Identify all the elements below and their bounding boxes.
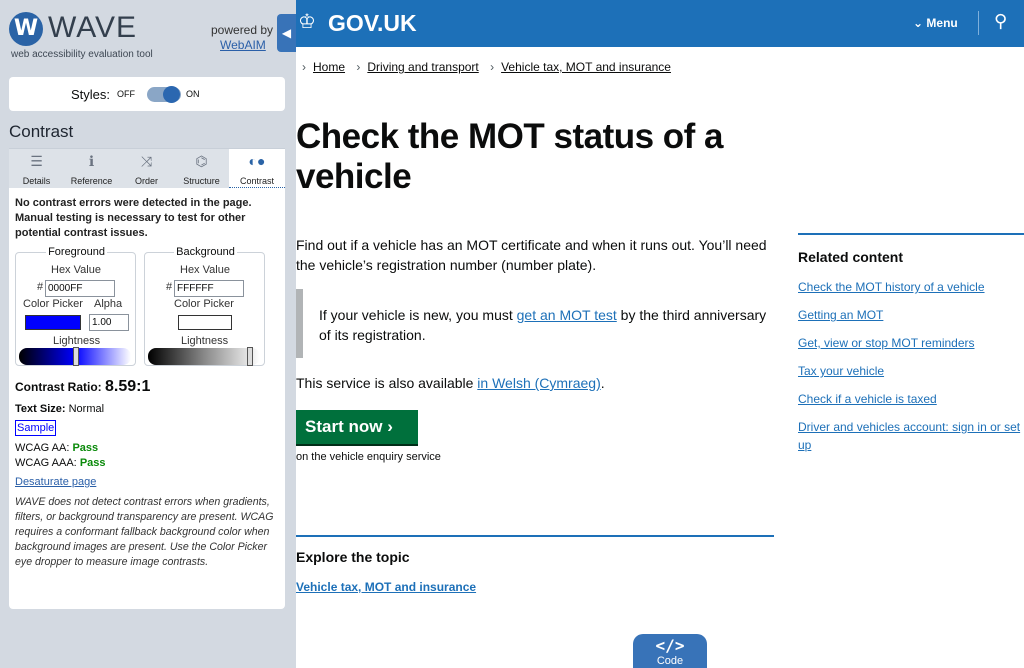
- section-title: Contrast: [9, 122, 74, 141]
- styles-off-label: OFF: [117, 89, 135, 99]
- wave-logo-icon: W: [9, 12, 43, 46]
- styles-on-label: ON: [186, 89, 200, 99]
- related-divider: [798, 233, 1024, 235]
- menu-label: Menu: [926, 16, 958, 30]
- wcag-aa-result: [15, 442, 98, 454]
- wave-tagline: web accessibility evaluation tool: [11, 49, 153, 60]
- foreground-legend: [16, 246, 137, 258]
- explore-heading: Explore the topic: [296, 549, 410, 565]
- bg-hex-label: Hex Value: [180, 264, 230, 276]
- wcag-aa-label: WCAG AA:: [15, 442, 70, 454]
- text-size: [15, 403, 104, 415]
- info-icon: ℹ: [88, 153, 95, 169]
- related-link[interactable]: Tax your vehicle: [798, 364, 885, 378]
- bg-hash: #: [166, 281, 173, 293]
- wcag-aa-status: Pass: [72, 442, 99, 454]
- contrast-icon: ◐●: [248, 153, 266, 169]
- lead-paragraph: Find out if a vehicle has an MOT certificate and when it runs out. You’ll need the vehicle’s registration number (number plate).: [296, 237, 767, 273]
- chevron-down-icon: ⌄: [913, 16, 924, 30]
- background-legend: [145, 246, 266, 258]
- ratio-value: 8.59:1: [105, 378, 151, 395]
- tab-label: Structure: [183, 176, 220, 186]
- background-box: [144, 246, 265, 366]
- start-now-button[interactable]: [296, 410, 418, 444]
- fg-alpha-label: Alpha: [94, 298, 123, 310]
- styles-toggle-card: [9, 77, 285, 111]
- list-item: [798, 390, 1024, 408]
- list-item: [798, 334, 1024, 352]
- mot-test-link[interactable]: get an MOT test: [516, 307, 617, 323]
- search-icon[interactable]: ⚲: [994, 11, 1008, 31]
- breadcrumb-vehicle-tax[interactable]: Vehicle tax, MOT and insurance: [501, 60, 671, 74]
- fg-alpha-input[interactable]: 1.00: [89, 314, 129, 331]
- start-subtext: on the vehicle enquiry service: [296, 451, 441, 463]
- bg-lightness-slider[interactable]: [148, 348, 260, 365]
- contrast-ratio: [15, 378, 150, 396]
- fg-hash: #: [37, 281, 44, 293]
- bg-picker-label: Color Picker: [174, 298, 234, 310]
- wave-code-button[interactable]: [633, 634, 707, 668]
- wave-brand: WAVE: [48, 11, 138, 44]
- collapse-sidebar-button[interactable]: [277, 14, 296, 52]
- tab-contrast[interactable]: [229, 148, 285, 188]
- webaim-link[interactable]: WebAIM: [220, 38, 266, 52]
- related-link[interactable]: Get, view or stop MOT reminders: [798, 336, 975, 350]
- fg-lightness-label: Lightness: [53, 335, 101, 347]
- text-size-label: Text Size:: [15, 403, 66, 415]
- tab-structure[interactable]: [174, 148, 229, 188]
- breadcrumb-chevron-icon: ›: [490, 60, 495, 74]
- foreground-legend-text: Foreground: [48, 246, 105, 258]
- fg-hex-input[interactable]: 0000FF: [45, 280, 115, 297]
- chevron-right-icon: ›: [387, 417, 393, 436]
- list-item: [798, 418, 1024, 454]
- welsh-link[interactable]: in Welsh (Cymraeg): [477, 375, 601, 391]
- bg-hex-input[interactable]: FFFFFF: [174, 280, 244, 297]
- wcag-aaa-label: WCAG AAA:: [15, 457, 77, 469]
- menu-button[interactable]: [913, 16, 958, 30]
- panel-tabs: [9, 148, 285, 188]
- contrast-panel: [9, 148, 285, 609]
- contrast-note: WAVE does not detect contrast errors when gradients, filters, or background transparency are present. WCAG requires a conformant fallback background color when background images are present. Use the Color Picker eye dropper to measure image contrasts.: [15, 496, 274, 568]
- tab-label: Contrast: [239, 176, 274, 186]
- list-item: [798, 362, 1024, 380]
- wcag-aaa-status: Pass: [79, 457, 106, 469]
- tab-label: Reference: [70, 176, 113, 186]
- styles-toggle[interactable]: [147, 87, 181, 102]
- tab-label: Order: [134, 176, 158, 186]
- breadcrumb: [302, 60, 679, 74]
- inset-before: If your vehicle is new, you must: [319, 307, 517, 323]
- fg-lightness-thumb[interactable]: [73, 347, 79, 366]
- explore-topic-link[interactable]: Vehicle tax, MOT and insurance: [296, 580, 477, 594]
- structure-icon: ⌬: [195, 153, 208, 169]
- govuk-logo[interactable]: GOV.UK: [328, 10, 417, 36]
- tab-details[interactable]: [9, 148, 64, 188]
- wave-sidebar: [0, 0, 296, 668]
- text-size-value: Normal: [68, 403, 105, 415]
- related-link[interactable]: Driver and vehicles account: sign in or set up: [798, 420, 1021, 452]
- related-link[interactable]: Check the MOT history of a vehicle: [798, 280, 985, 294]
- related-heading: Related content: [798, 249, 904, 265]
- code-label: Code: [656, 655, 684, 667]
- list-item: [798, 278, 1024, 296]
- contrast-message: No contrast errors were detected in the page. Manual testing is necessary to test for other potential contrast issues.: [15, 197, 252, 239]
- breadcrumb-chevron-icon: ›: [356, 60, 361, 74]
- code-icon: </>: [655, 636, 685, 655]
- related-link[interactable]: Getting an MOT: [798, 308, 884, 322]
- fg-lightness-slider[interactable]: [19, 348, 131, 365]
- breadcrumb-chevron-icon: ›: [302, 60, 306, 74]
- fg-hex-label: Hex Value: [51, 264, 101, 276]
- tab-order[interactable]: [119, 148, 174, 188]
- inset-border: [296, 289, 303, 358]
- inset-text: [319, 305, 779, 345]
- order-icon: ⤨: [140, 153, 153, 169]
- fg-color-picker[interactable]: [25, 315, 81, 330]
- background-legend-text: Background: [176, 246, 235, 258]
- breadcrumb-driving[interactable]: Driving and transport: [367, 60, 479, 74]
- wcag-aaa-result: [15, 457, 106, 469]
- page-title: Check the MOT status of a vehicle: [296, 117, 724, 196]
- bg-color-picker[interactable]: [178, 315, 232, 330]
- header-divider: [978, 11, 979, 35]
- wave-header: [0, 0, 296, 66]
- crown-icon: ♔: [298, 11, 316, 33]
- triangle-left-icon: ◀: [281, 26, 292, 40]
- tab-label: Details: [22, 176, 51, 186]
- sample-text: Sample: [17, 422, 55, 434]
- foreground-box: [15, 246, 136, 366]
- inset-after: by the third anniversary of its registration.: [319, 307, 767, 343]
- desaturate-page-link[interactable]: Desaturate page: [15, 476, 97, 488]
- tab-reference[interactable]: [64, 148, 119, 188]
- list-item: [798, 306, 1024, 324]
- govuk-header: [296, 0, 1024, 47]
- related-link[interactable]: Check if a vehicle is taxed: [798, 392, 937, 406]
- breadcrumb-home[interactable]: Home: [313, 60, 346, 74]
- explore-divider: [296, 535, 774, 537]
- toggle-knob: [163, 86, 180, 103]
- fg-picker-label: Color Picker: [23, 298, 83, 310]
- styles-label: Styles:: [71, 87, 111, 102]
- list-icon: ☰: [30, 153, 43, 169]
- bg-lightness-thumb[interactable]: [247, 347, 253, 366]
- ratio-label: Contrast Ratio:: [15, 380, 102, 394]
- govuk-page: [296, 0, 1024, 668]
- powered-by-text: powered by: [211, 23, 274, 37]
- related-links: [798, 278, 1024, 464]
- start-now-label: Start now: [305, 417, 383, 436]
- bg-lightness-label: Lightness: [181, 335, 229, 347]
- welsh-notice: [296, 375, 605, 391]
- welsh-after: .: [600, 375, 605, 391]
- welsh-before: This service is also available: [296, 375, 478, 391]
